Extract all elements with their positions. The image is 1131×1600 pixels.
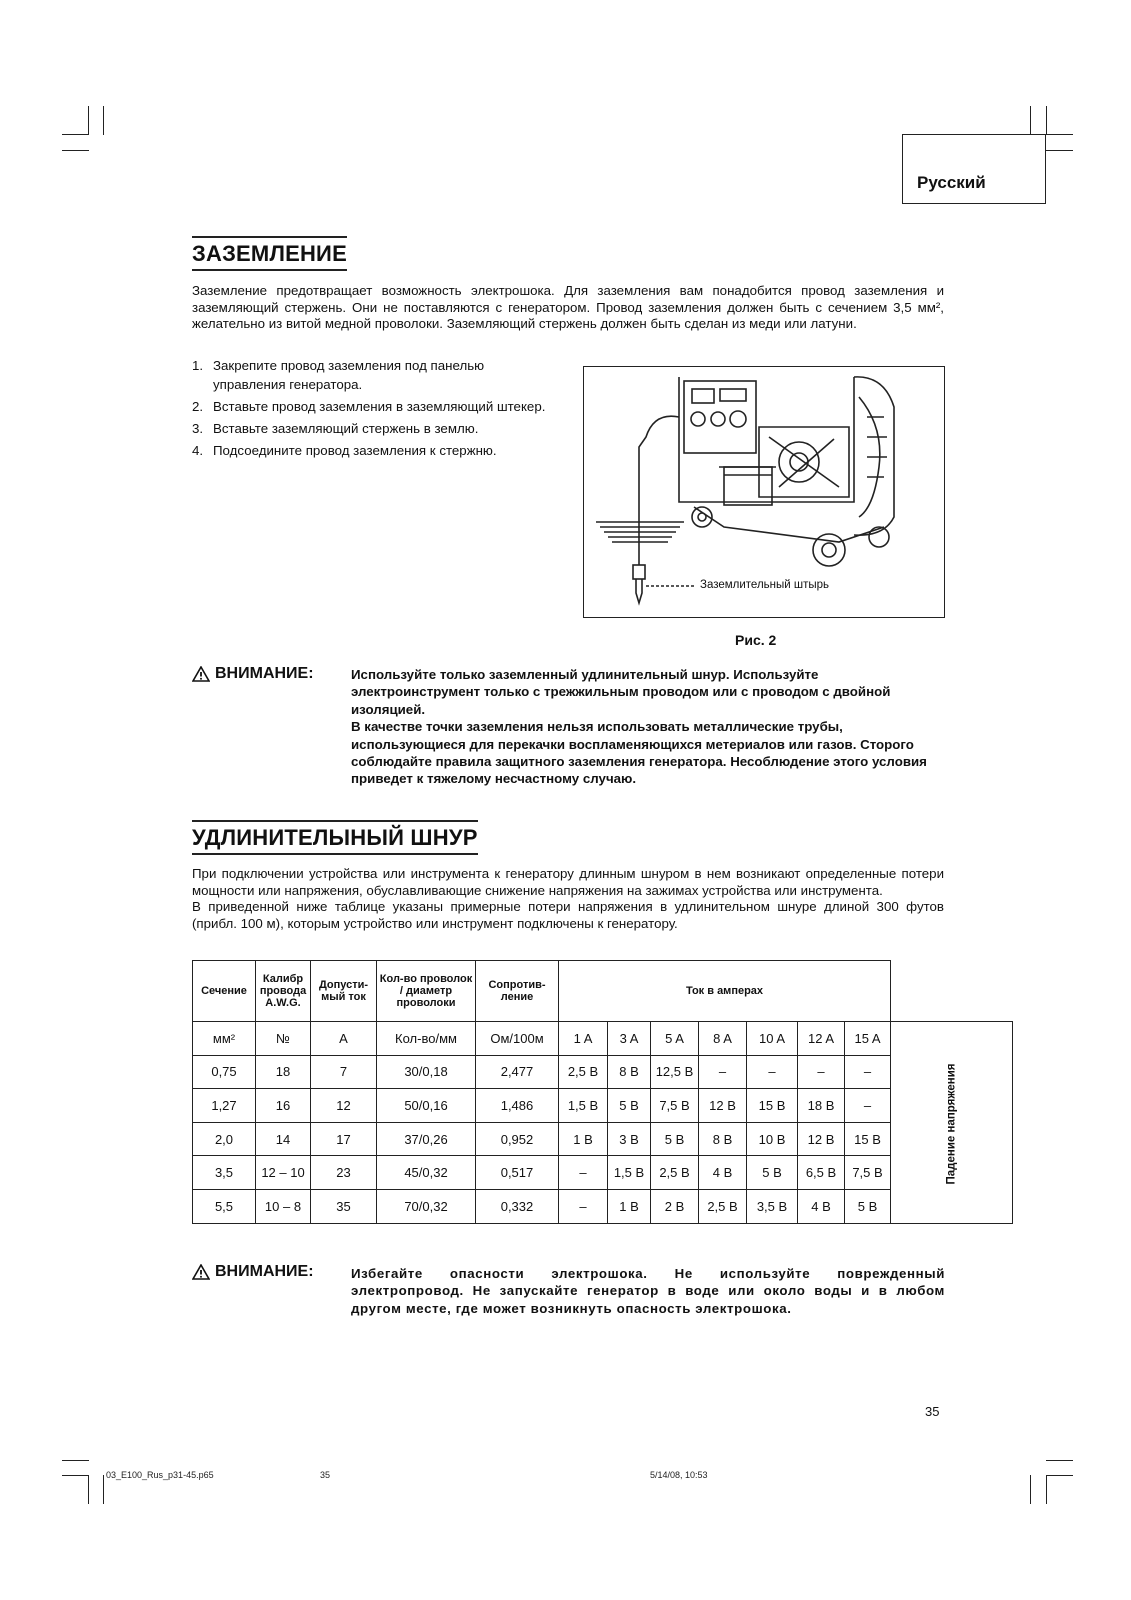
- crop-mark: [1030, 1475, 1031, 1504]
- figure-grounding: [583, 366, 945, 618]
- table-header: Сечение: [193, 961, 256, 1022]
- crop-mark: [1046, 1475, 1047, 1504]
- table-header: Кол-во проволок / диаметр проволоки: [377, 961, 476, 1022]
- warning-label: ВНИМАНИЕ:: [192, 1263, 314, 1281]
- table-header: Калибр провода A.W.G.: [256, 961, 311, 1022]
- crop-mark: [62, 134, 89, 135]
- figure-caption: Рис. 2: [735, 632, 777, 648]
- table-corner: [891, 961, 1013, 1022]
- list-item: 3. Вставьте заземляющий стержень в землю.: [192, 421, 479, 436]
- list-item: 2. Вставьте провод заземления в заземляющий штекер.: [192, 399, 546, 414]
- crop-mark: [1046, 106, 1047, 135]
- table-units-row: мм² № A Кол-во/мм Ом/100м 1 A 3 A 5 A 8 A 10 A 12 A 15 A Падение напряжения: [193, 1022, 1013, 1056]
- table-row: 1,27 16 12 50/0,16 1,486 1,5 В 5 В 7,5 В 12 В 15 В 18 В –: [193, 1089, 1013, 1123]
- crop-mark: [62, 150, 89, 151]
- language-tab: [902, 134, 1046, 204]
- crop-mark: [1046, 134, 1073, 135]
- crop-mark: [1046, 150, 1073, 151]
- grounding-steps: [192, 356, 552, 463]
- section-title-extension: УДЛИНИТЕЛЫНЫЙ ШНУР: [192, 820, 478, 855]
- warning-label: ВНИМАНИЕ:: [192, 665, 314, 683]
- crop-mark: [103, 1475, 104, 1504]
- crop-mark: [1030, 106, 1031, 135]
- warning-triangle-icon: [192, 1264, 210, 1280]
- page-number: 35: [925, 1404, 940, 1419]
- crop-mark: [88, 106, 89, 135]
- list-item: 4. Подсоедините провод заземления к стержню.: [192, 443, 497, 458]
- table-row: 2,0 14 17 37/0,26 0,952 1 В 3 В 5 В 8 В 10 В 12 В 15 В: [193, 1122, 1013, 1156]
- voltage-drop-table: [192, 960, 1013, 1224]
- footer-date: 5/14/08, 10:53: [650, 1470, 708, 1480]
- table-header: Допусти- мый ток: [311, 961, 377, 1022]
- crop-mark: [103, 106, 104, 135]
- footer-file: 03_E100_Rus_p31-45.p65: [106, 1470, 214, 1480]
- list-item: 1. Закрепите провод заземления под панелью управления генератора.: [192, 358, 485, 392]
- table-header: Ток в амперах: [559, 961, 891, 1022]
- table-header-row: [193, 961, 1013, 1022]
- crop-mark: [62, 1475, 89, 1476]
- warning-text: Избегайте опасности электрошока. Не используйте поврежденный электропровод. Не запускайте генератор в воде или около воды и в любом другом месте, где может возникнуть опасность электрошока.: [351, 1266, 945, 1316]
- crop-mark: [1046, 1475, 1073, 1476]
- footer-page: 35: [320, 1470, 331, 1480]
- crop-mark: [1046, 1460, 1073, 1461]
- crop-mark: [88, 1475, 89, 1504]
- table-row: 5,5 10 – 8 35 70/0,32 0,332 – 1 В 2 В 2,5 В 3,5 В 4 В 5 В: [193, 1189, 1013, 1223]
- warning-triangle-icon: [192, 666, 210, 682]
- extension-intro: При подключении устройства или инструмента к генератору длинным шнуром в нем возникают определенные потери мощности или напряжения, обуславливающие снижение напряжения на зажимах устройства или инструмента. В приведенной ниже таблице указаны примерные потери напряжения в удлинительном шнуре длиной 300 футов (прибл. 100 м), которым устройство или инструмент подключены к генератору.: [192, 866, 944, 931]
- grounding-intro: Заземление предотвращает возможность электрошока. Для заземления вам понадобится провод заземления и заземляющий стержень. Они не поставляются с генератором. Провод заземления должен быть с сечением 3,5 мм², желательно из витой медной проволоки. Заземляющий стержень должен быть сделан из меди или латуни.: [192, 283, 944, 332]
- language-label: Русский: [917, 173, 986, 192]
- table-side-label: Падение напряжения: [891, 1022, 1013, 1224]
- table-row: 0,75 18 7 30/0,18 2,477 2,5 В 8 В 12,5 В – – – –: [193, 1055, 1013, 1089]
- table-header: Сопротив- ление: [476, 961, 559, 1022]
- warning-text: Используйте только заземленный удлинительный шнур. Используйте электроинструмент только с трежжильным проводом или с проводом с двойной изоляцией. В качестве точки заземления нельзя использовать металлические трубы, использующиеся для перекачки воспламеняющихся метериалов или газов. Сторого соблюдайте правила защитного заземления генератора. Несоблюдение этого условия приведет к тяжелому несчастному случаю.: [351, 667, 927, 787]
- section-title-grounding: ЗАЗЕМЛЕНИЕ: [192, 236, 347, 271]
- figure-label-ground-rod: Заземлительный штырь: [700, 579, 830, 591]
- table-row: 3,5 12 – 10 23 45/0,32 0,517 – 1,5 В 2,5 В 4 В 5 В 6,5 В 7,5 В: [193, 1156, 1013, 1190]
- crop-mark: [62, 1460, 89, 1461]
